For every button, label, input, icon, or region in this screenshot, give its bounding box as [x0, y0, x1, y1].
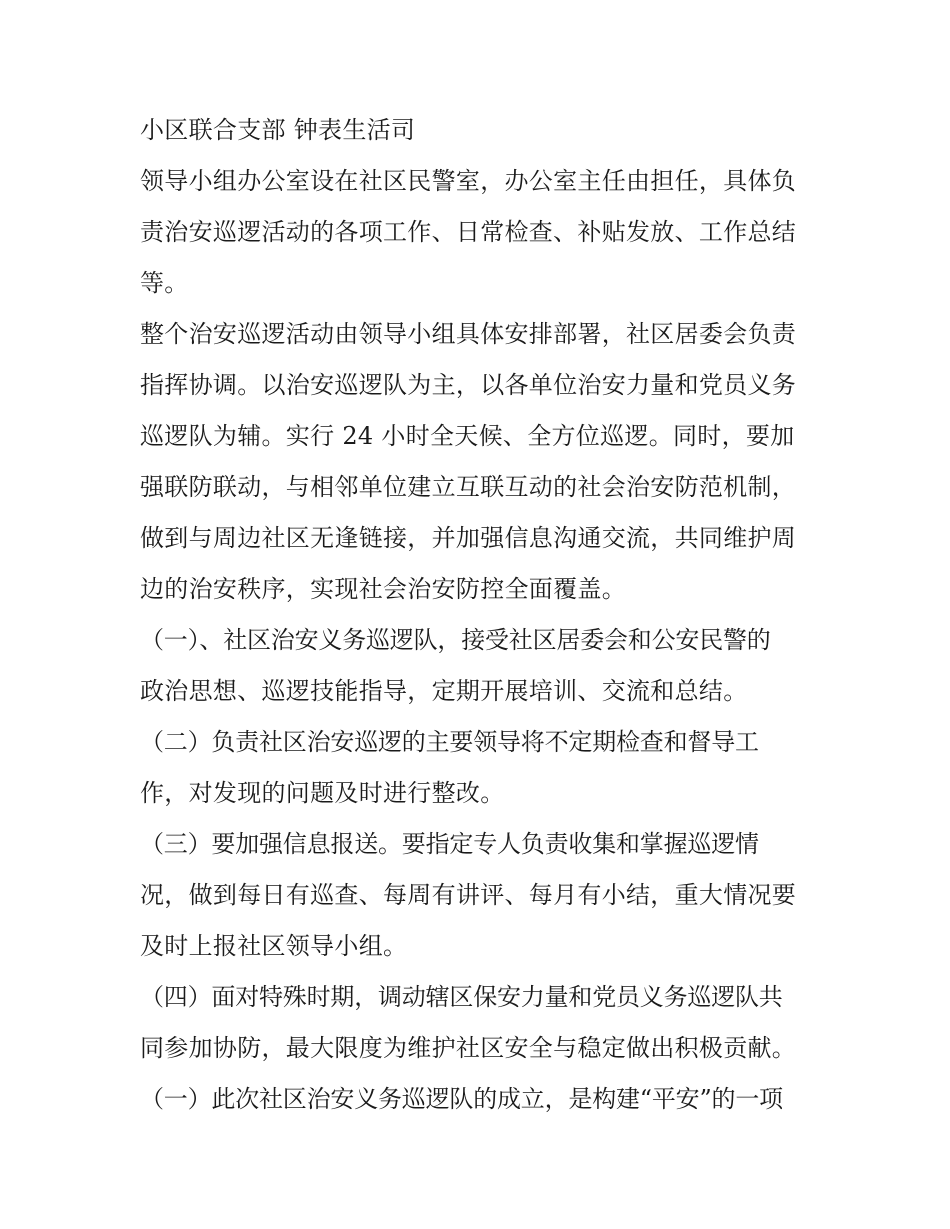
doc-heading: 小区联合支部 钟表生活司: [140, 116, 416, 144]
text-line: 况，做到每日有巡查、每周有讲评、每月有小结，重大情况要: [140, 881, 797, 909]
text-line: 巡逻队为辅。实行 24 小时全天候、全方位巡逻。同时，要加: [140, 422, 795, 450]
text-line: 边的治安秩序，实现社会治安防控全面覆盖。: [140, 575, 626, 603]
list-item-line: （四）面对特殊时期，调动辖区保安力量和党员义务巡逻队共: [140, 983, 783, 1011]
list-item-line: （二）负责社区治安巡逻的主要领导将不定期检查和督导工: [140, 728, 759, 756]
text-line: 政治思想、巡逻技能指导，定期开展培训、交流和总结。: [140, 677, 748, 705]
text-line: 等。: [140, 269, 189, 297]
text-line: 同参加协防，最大限度为维护社区安全与稳定做出积极贡献。: [140, 1034, 797, 1062]
list-item-line: （三）要加强信息报送。要指定专人负责收集和掌握巡逻情: [140, 830, 759, 858]
document-page: [140, 110, 820, 1130]
text-line: 指挥协调。以治安巡逻队为主，以各单位治安力量和党员义务: [140, 371, 797, 399]
text-line: 及时上报社区领导小组。: [140, 932, 408, 960]
text-line: 责治安巡逻活动的各项工作、日常检查、补贴发放、工作总结: [140, 218, 797, 246]
text-line: 做到与周边社区无逢链接，并加强信息沟通交流，共同维护周: [140, 524, 797, 552]
list-item-line: （一）、社区治安义务巡逻队，接受社区居委会和公安民警的: [140, 626, 771, 654]
text-line: 强联防联动，与相邻单位建立互联互动的社会治安防范机制，: [140, 473, 797, 501]
text-line: 领导小组办公室设在社区民警室，办公室主任由担任，具体负: [140, 167, 797, 195]
list-item-line: （一）此次社区治安义务巡逻队的成立，是构建“平安”的一项: [140, 1085, 783, 1113]
text-line: 作，对发现的问题及时进行整改。: [140, 779, 505, 807]
text-line: 整个治安巡逻活动由领导小组具体安排部署，社区居委会负责: [140, 320, 797, 348]
